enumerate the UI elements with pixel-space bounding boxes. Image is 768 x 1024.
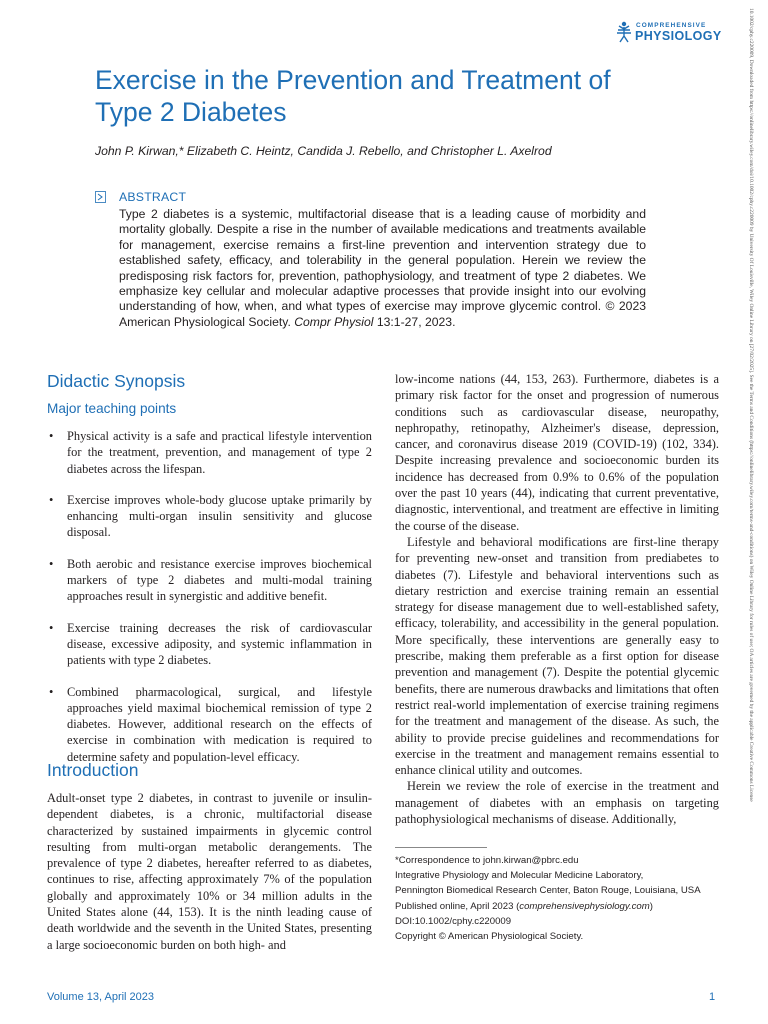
logo-text-bottom: PHYSIOLOGY	[635, 29, 722, 43]
published-prefix: Published online, April 2023 (	[395, 900, 520, 912]
intro-paragraph-1-continued: low-income nations (44, 153, 263). Furthermore, diabetes is a primary risk factor for the onset and progression of numerous conditions such as cardiovascular disease, neuropathy, nephropathy, retinopathy, Alzheimer's disease, depression, cancer, and coronavirus disease 2019 (COVID-19) (102, 334). Despite increasing prevalence and socioeconomic burden its incidence has decreased from 0.9% to 0.6% of the population over the past 10 years (44), indicating that current preventative, diagnostic, interventional, and treatment are effective in limiting the course of the disease.	[395, 372, 719, 533]
correspondence-note: *Correspondence to john.kirwan@pbrc.edu	[395, 855, 579, 866]
footnotes	[395, 853, 725, 944]
logo-text-top: COMPREHENSIVE	[636, 22, 707, 29]
abstract-citation-rest: 13:1-27, 2023.	[376, 314, 456, 329]
introduction-heading: Introduction	[47, 760, 139, 780]
synopsis-heading: Didactic Synopsis	[47, 371, 186, 391]
footer-volume: Volume 13, April 2023	[47, 991, 155, 1003]
abstract-citation-journal: Compr Physiol	[294, 314, 374, 329]
introduction-right-column	[395, 371, 719, 827]
side-note-text: 10.1002/cphy.c220009, Downloaded from https://onlinelibrary.wiley.com/doi/10.1002/cphy.c220009 by University Of Louisville, Wiley Online Library on [27/02/2025]. See the Terms and Conditions (https://onlinelibrary.wiley.com/terms-and-conditions) on Wiley Online Library for rules of use; OA articles are governed by the applicable Creative Commons License	[748, 8, 754, 802]
journal-logo	[615, 20, 722, 46]
teaching-point	[47, 492, 372, 541]
bullet-symbol: •	[49, 620, 54, 635]
bullet-symbol: •	[49, 492, 54, 507]
teaching-point	[47, 428, 372, 477]
intro-paragraph-1: Adult-onset type 2 diabetes, in contrast to juvenile or insulin-dependent diabetes, is a chronic, multifactorial disease characterized by sustained impairments in glycemic control resulting from multi-organ metabolic derangements. The prevalence of type 2 diabetes, hereafter referred to as diabetes, continues to rise, affecting approximately 7% of the population globally and approximately 10% or 34 million adults in the United States alone (44, 153). It is the ninth leading cause of death worldwide and the seventh in the United States, presenting a large socioeconomic burden on both high- and	[47, 791, 372, 952]
copyright-line: Copyright © American Physiological Society.	[395, 931, 584, 943]
abstract-arrow-icon	[95, 191, 106, 203]
bullet-symbol: •	[49, 556, 54, 571]
teaching-point	[47, 620, 372, 669]
author-list: John P. Kirwan,* Elizabeth C. Heintz, Candida J. Rebello, and Christopher L. Axelrod	[95, 144, 552, 158]
footnote-divider	[395, 847, 487, 848]
teaching-point	[47, 556, 372, 605]
intro-paragraph-2: Lifestyle and behavioral modifications are first-line therapy for preventing new-onset and transition from prediabetes to diabetes (7). Lifestyle and behavioral interventions such as dietary restriction and exercise training remain an essential strategy for disease management due to well-established safety, efficacy, tolerability, and accessibility in the general population. More specifically, these interventions are generally easy to prescribe, making them preferable as a first option for disease prevention and management (7). Despite the potential glycemic benefits, there are numerous drawbacks and limitations that often restrict real-world implementation of exercise training regimens for the treatment and management of the disease. As such, the ability to provide precise guidelines and recommendations for exercise in the treatment and management remains essential to enhance clinical utility and outcomes.	[395, 534, 719, 778]
affiliation-line-2: Pennington Biomedical Research Center, Baton Rouge, Louisiana, USA	[395, 885, 701, 897]
teaching-point-text: Physical activity is a safe and practical lifestyle intervention for the treatment, prevention, and management of type 2 diabetes across the lifespan.	[67, 429, 372, 476]
teaching-point-text: Combined pharmacological, surgical, and lifestyle approaches yield maximal biochemical remission of type 2 diabetes. However, additional research on the effects of exercise in combination with medication is required to determine safety and population-level efficacy.	[67, 684, 372, 764]
introduction-left-column	[47, 790, 372, 953]
intro-paragraph-3: Herein we review the role of exercise in the treatment and management of diabetes with an emphasis on targeting pathophysiological mechanisms of disease. Additionally,	[395, 779, 719, 827]
download-side-note	[744, 8, 758, 1008]
abstract-text: Type 2 diabetes is a systemic, multifactorial disease that is a leading cause of morbidity and mortality globally. Despite a rise in the number of available medications and treatments available for management, exercise remains a first-line prevention and intervention strategy due to established safety, efficacy, and tolerability in the general population. Herein we review the predisposing risk factors for, prevention, pathophysiology, and treatment of type 2 diabetes. We emphasize key cellular and molecular adaptive processes that provide insight into our evolving understanding of how, when, and what types of exercise may improve glycemic control. © 2023 American Physiological Society.	[119, 207, 646, 329]
published-site: comprehensivephysiology.com	[519, 900, 650, 912]
article-title: Exercise in the Prevention and Treatment of Type 2 Diabetes	[95, 65, 611, 127]
published-line	[395, 899, 725, 914]
teaching-point-text: Exercise improves whole-body glucose uptake primarily by enhancing multi-organ insulin sensitivity and glucose disposal.	[67, 492, 372, 540]
doi-line: DOI:10.1002/cphy.c220009	[395, 915, 512, 927]
figure-logo-icon	[615, 21, 633, 43]
affiliation-line-1: Integrative Physiology and Molecular Medicine Laboratory,	[395, 870, 644, 882]
bullet-symbol: •	[49, 429, 54, 443]
teaching-point-text: Both aerobic and resistance exercise improves biochemical markers of type 2 diabetes and multi-modal training approaches result in synergistic and additive benefit.	[67, 556, 372, 604]
teaching-point-text: Exercise training decreases the risk of cardiovascular disease, excessive adiposity, and systemic inflammation in patients with type 2 diabetes.	[67, 620, 372, 668]
bullet-symbol: •	[49, 684, 54, 699]
abstract-body	[119, 207, 646, 330]
teaching-point	[47, 684, 372, 765]
teaching-points-list	[47, 428, 372, 780]
abstract-heading: ABSTRACT	[119, 190, 187, 204]
published-suffix: )	[649, 900, 653, 912]
synopsis-subheading: Major teaching points	[47, 401, 177, 416]
footer-page-number: 1	[709, 991, 716, 1003]
